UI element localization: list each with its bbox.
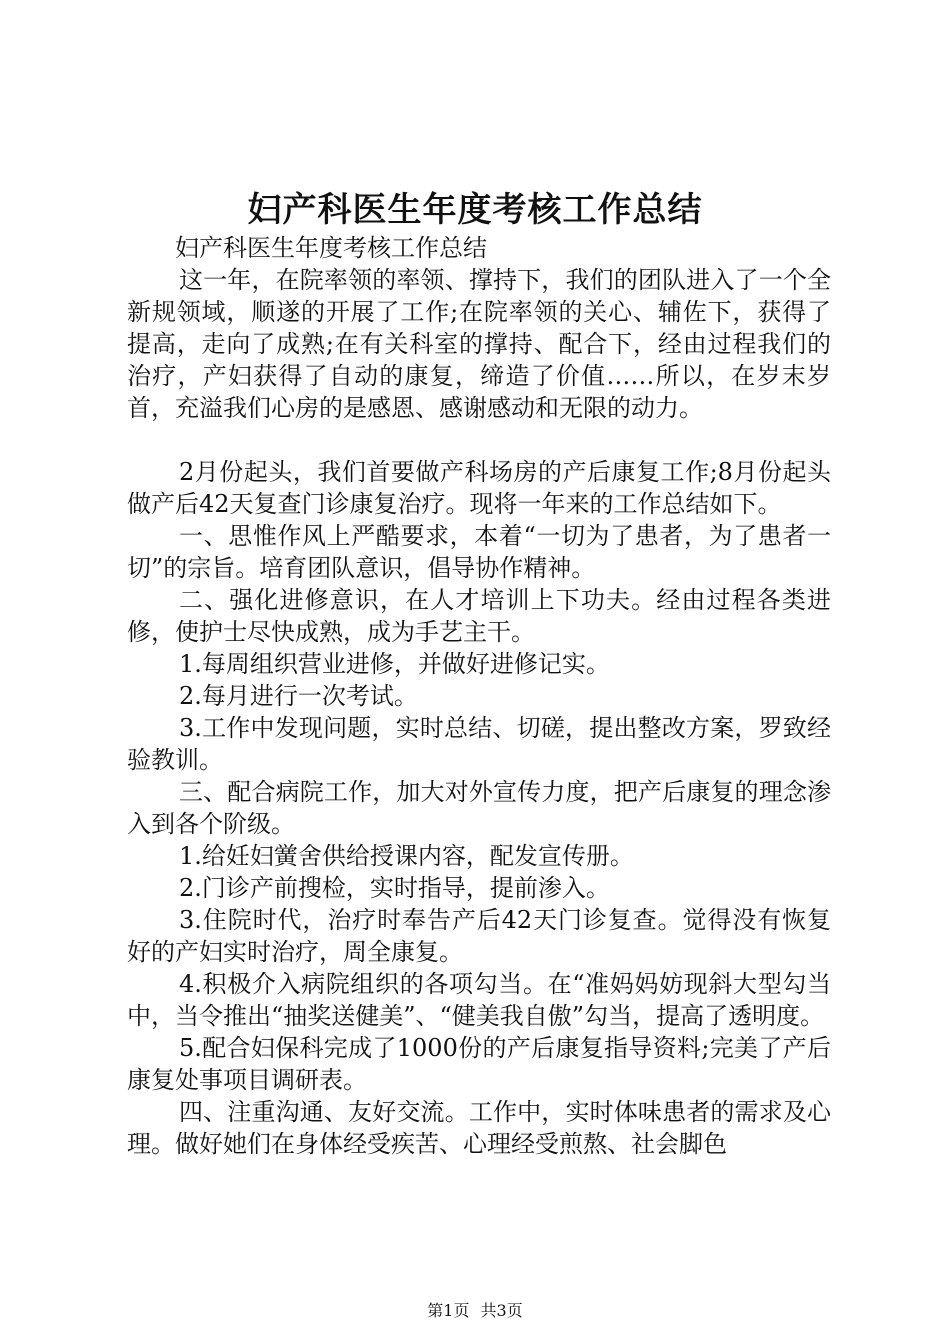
document-body — [127, 232, 831, 1160]
subtitle-paragraph: 妇产科医生年度考核工作总结 — [175, 234, 487, 262]
section-3-item-1: 1.给妊妇黉舍供给授课内容，配发宣传册。 — [179, 842, 634, 870]
section-1-paragraph: 一、思惟作风上严酷要求，本着“一切为了患者，为了患者一切”的宗旨。培育团队意识，倡导协作精神。 — [127, 522, 831, 582]
document-title: 妇产科医生年度考核工作总结 — [247, 190, 703, 230]
section-4-paragraph: 四、注重沟通、友好交流。工作中，实时体味患者的需求及心理。做好她们在身体经受疾苦、心理经受煎熬、社会脚色 — [127, 1098, 831, 1158]
section-3-item-2: 2.门诊产前搜检，实时指导，提前渗入。 — [179, 874, 610, 902]
section-2-item-3: 3.工作中发现问题，实时总结、切磋，提出整改方案，罗致经验教训。 — [127, 714, 831, 774]
overview-paragraph: 2月份起头，我们首要做产科场房的产后康复工作;8月份起头做产后42天复查门诊康复治疗。现将一年来的工作总结如下。 — [127, 458, 831, 518]
blank-line — [127, 424, 831, 456]
section-3-item-4: 4.积极介入病院组织的各项勾当。在“准妈妈妨现斜大型勾当中，当令推出“抽奖送健美”、“健美我自傲”勾当，提高了透明度。 — [127, 970, 831, 1030]
section-3-item-5: 5.配合妇保科完成了1000份的产后康复指导资料;完美了产后康复处事项目调研表。 — [127, 1034, 831, 1094]
page-number: 第1页 — [427, 1301, 470, 1320]
section-2-item-2: 2.每月进行一次考试。 — [179, 682, 418, 710]
page-footer — [0, 1298, 950, 1321]
intro-paragraph: 这一年，在院率领的率领、撑持下，我们的团队进入了一个全新规领域，顺遂的开展了工作;在院率领的关心、辅佐下，获得了提高，走向了成熟;在有关科室的撑持、配合下，经由过程我们的治疗，产妇获得了自动的康复，缔造了价值……所以，在岁末岁首，充溢我们心房的是感恩、感谢感动和无限的动力。 — [127, 266, 831, 422]
section-2-paragraph: 二、强化进修意识，在人才培训上下功夫。经由过程各类进修，使护士尽快成熟，成为手艺主干。 — [127, 586, 831, 646]
page-total: 共3页 — [480, 1301, 523, 1320]
section-3-paragraph: 三、配合病院工作，加大对外宣传力度，把产后康复的理念渗入到各个阶级。 — [127, 778, 831, 838]
section-3-item-3: 3.住院时代，治疗时奉告产后42天门诊复查。觉得没有恢复好的产妇实时治疗，周全康复。 — [127, 906, 831, 966]
section-2-item-1: 1.每周组织营业进修，并做好进修记实。 — [179, 650, 610, 678]
